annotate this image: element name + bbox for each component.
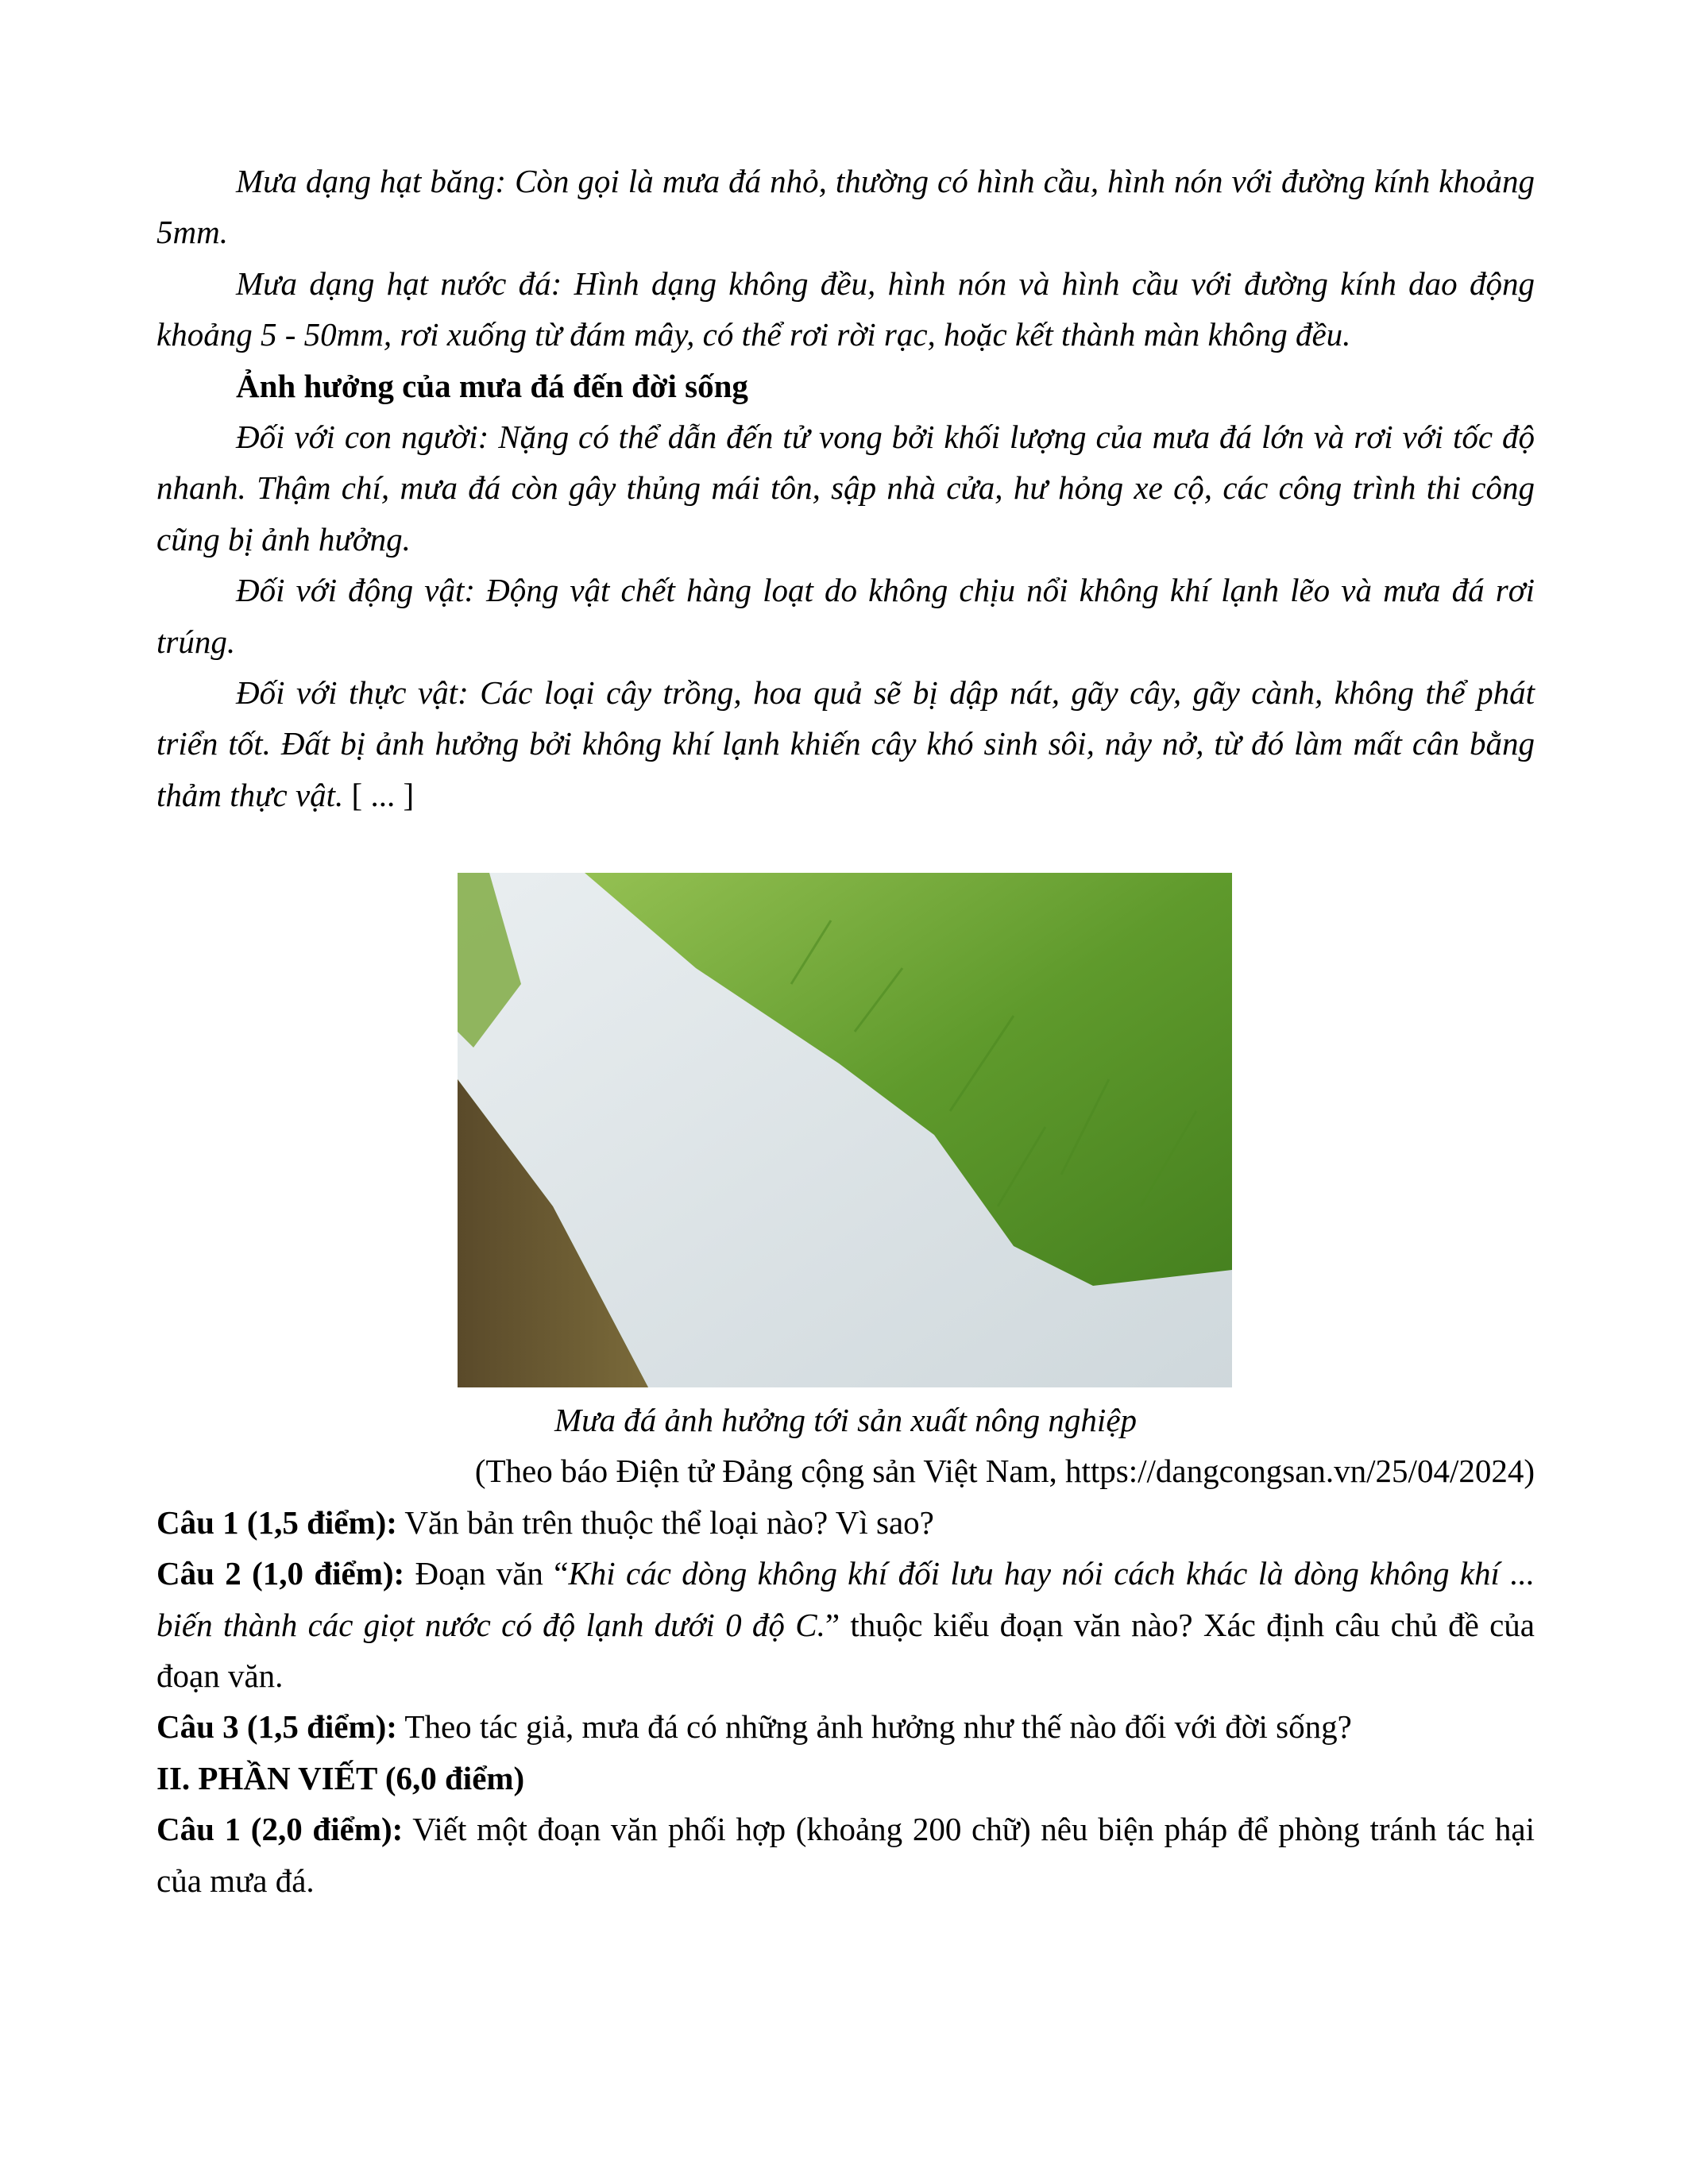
question-2	[156, 1548, 1535, 1701]
question-text: Văn bản trên thuộc thể loại nào? Vì sao?	[396, 1503, 934, 1541]
reading-passage	[156, 156, 1535, 820]
hail-field-photo	[458, 873, 1232, 1387]
question-1	[156, 1497, 1535, 1548]
question-text: Đoạn văn “	[404, 1555, 569, 1592]
question-text: ” thuộc kiểu đoạn văn nào? Xác định câu chủ đề của đoạn văn.	[156, 1606, 1535, 1695]
paragraph-ice-pellets: Mưa dạng hạt băng: Còn gọi là mưa đá nhỏ, thường có hình cầu, hình nón với đường kính khoảng 5mm.	[156, 163, 1535, 251]
paragraph-effect-humans: Đối với con người: Nặng có thể dẫn đến tử vong bởi khối lượng của mưa đá lớn và rơi với tốc độ nhanh. Thậm chí, mưa đá còn gây thủng mái tôn, sập nhà cửa, hư hỏng xe cộ, các công trình thi công cũng bị ảnh hưởng.	[156, 419, 1535, 558]
section-heading	[156, 361, 1535, 411]
question-3	[156, 1701, 1535, 1752]
source-citation: (Theo báo Điện tử Đảng cộng sản Việt Nam, https://dangcongsan.vn/25/04/2024)	[474, 1453, 1535, 1490]
paragraph-effect-animals: Đối với động vật: Động vật chết hàng loạt do không chịu nổi không khí lạnh lẽo và mưa đá rơi trúng.	[156, 572, 1535, 660]
quoted-passage: Khi các dòng không khí đối lưu hay nói cách khác là dòng không khí ... biến thành các giọt nước có độ lạnh dưới 0 độ C.	[156, 1555, 1535, 1643]
questions-section	[156, 1395, 1535, 1906]
heading-text: Ảnh hưởng của mưa đá đến đời sống	[236, 367, 748, 404]
section-2-title: II. PHẦN VIẾT (6,0 điểm)	[156, 1759, 525, 1796]
effect-plants-text: Đối với thực vật: Các loại cây trồng, hoa quả sẽ bị dập nát, gãy cây, gãy cành, không thể phát triển tốt. Đất bị ảnh hưởng bởi không khí lạnh khiến cây khó sinh sôi, nảy nở, từ đó làm mất cân bằng thảm thực vật.	[156, 674, 1535, 813]
writing-question-1	[156, 1804, 1535, 1906]
question-label: Câu 1 (1,5 điểm):	[156, 1503, 397, 1541]
section-2-heading	[156, 1753, 1535, 1804]
question-label: Câu 3 (1,5 điểm):	[156, 1708, 397, 1746]
question-label: Câu 2 (1,0 điểm):	[156, 1555, 405, 1592]
question-text: Viết một đoạn văn phối hợp (khoảng 200 chữ) nêu biện pháp để phòng tránh tác hại của mưa đá.	[156, 1811, 1535, 1899]
paragraph-hailstones: Mưa dạng hạt nước đá: Hình dạng không đều, hình nón và hình cầu với đường kính dao động khoảng 5 - 50mm, rơi xuống từ đám mây, có thể rơi rời rạc, hoặc kết thành màn không đều.	[156, 264, 1535, 353]
ellipsis: [ ... ]	[351, 776, 415, 813]
figure-caption: Mưa đá ảnh hưởng tới sản xuất nông nghiệp	[554, 1402, 1138, 1438]
question-label: Câu 1 (2,0 điểm):	[156, 1811, 404, 1848]
question-text: Theo tác giả, mưa đá có những ảnh hưởng như thế nào đối với đời sống?	[396, 1708, 1352, 1746]
paragraph-effect-plants	[156, 667, 1535, 820]
